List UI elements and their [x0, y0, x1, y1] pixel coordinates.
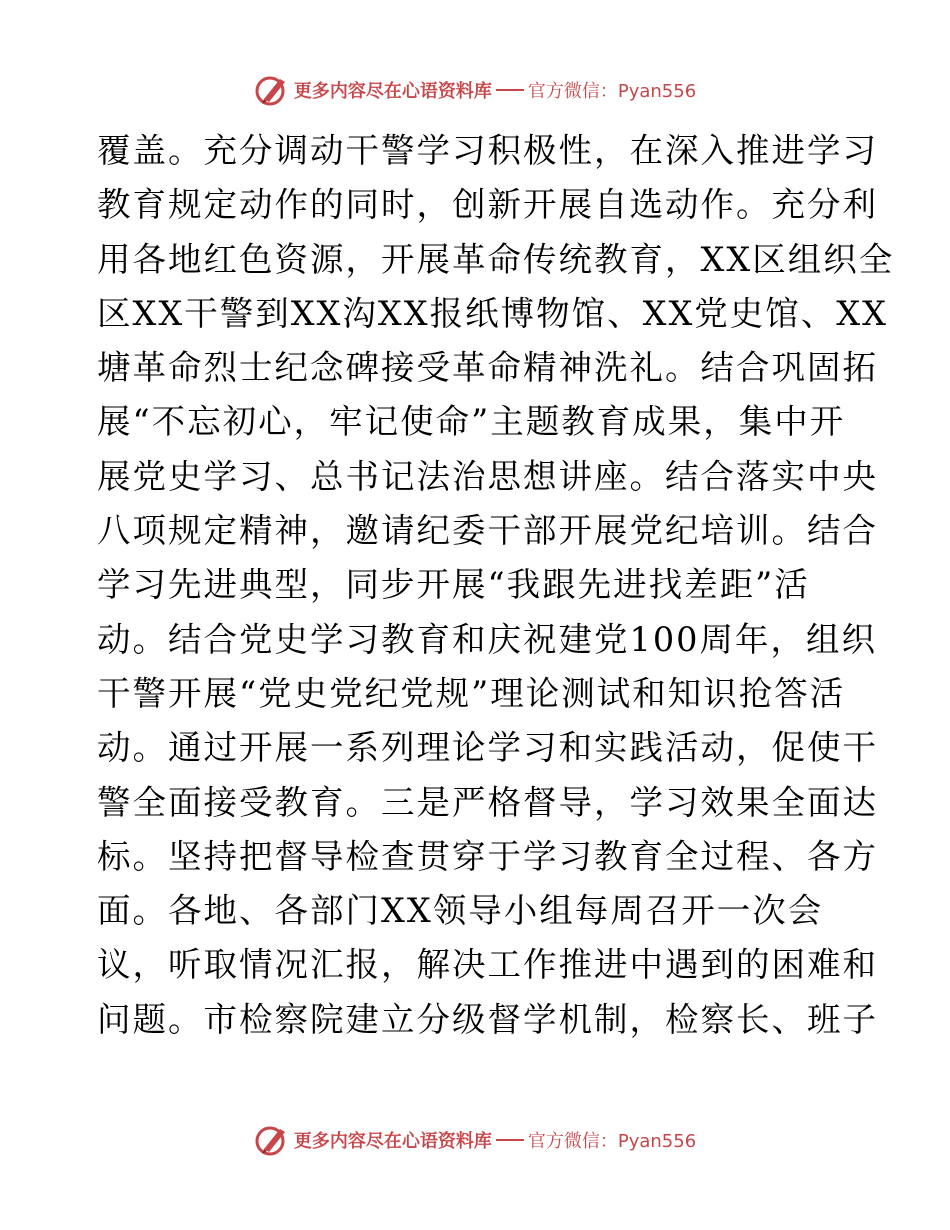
body-line: 动。通过开展一系列理论学习和实践活动，促使干 [97, 728, 878, 768]
body-line: 用各地红色资源，开展革命传统教育，XX区组织全 [97, 239, 895, 279]
document-body [97, 124, 895, 1047]
body-line: 塘革命烈士纪念碑接受革命精神洗礼。结合巩固拓 [97, 348, 878, 388]
body-line: 覆盖。充分调动干警学习积极性，在深入推进学习 [97, 131, 878, 170]
footer-dash-divider [496, 1139, 524, 1141]
header-banner-inner [254, 73, 696, 107]
body-line: 警全面接受教育。三是严格督导，学习效果全面达 [97, 782, 878, 822]
pen-circle-logo-icon [254, 73, 290, 107]
footer-site-text: 更多内容尽在心语资料库 [293, 1131, 492, 1152]
body-line: 八项规定精神，邀请纪委干部开展党纪培训。结合 [97, 511, 878, 551]
body-line: 教育规定动作的同时，创新开展自选动作。充分利 [97, 185, 878, 225]
header-dash-divider [496, 89, 524, 91]
body-line: 议，听取情况汇报，解决工作推进中遇到的困难和 [97, 945, 878, 985]
body-line: 动。结合党史学习教育和庆祝建党100周年，组织 [97, 619, 877, 659]
body-line: 标。坚持把督导检查贯穿于学习教育全过程、各方 [97, 836, 878, 876]
body-line: 展“不忘初心，牢记使命”主题教育成果，集中开 [97, 402, 846, 442]
footer-banner-inner [254, 1123, 696, 1157]
footer-wechat-text: 官方微信：Pyan556 [527, 1131, 697, 1152]
body-line: 学习先进典型，同步开展“我跟先进找差距”活 [97, 565, 810, 605]
body-line: 区XX干警到XX沟XX报纸博物馆、XX党史馆、XX [97, 293, 888, 333]
body-line: 干警开展“党史党纪党规”理论测试和知识抢答活 [97, 673, 846, 713]
header-banner [0, 70, 950, 110]
body-line: 展党史学习、总书记法治思想讲座。结合落实中央 [97, 456, 878, 496]
body-line: 面。各地、各部门XX领导小组每周召开一次会 [97, 891, 824, 931]
header-site-text: 更多内容尽在心语资料库 [293, 81, 492, 102]
body-line: 问题。市检察院建立分级督学机制，检察长、班子 [97, 999, 878, 1039]
pen-circle-logo-icon [254, 1123, 290, 1157]
header-wechat-text: 官方微信：Pyan556 [527, 81, 697, 102]
footer-banner [0, 1120, 950, 1160]
